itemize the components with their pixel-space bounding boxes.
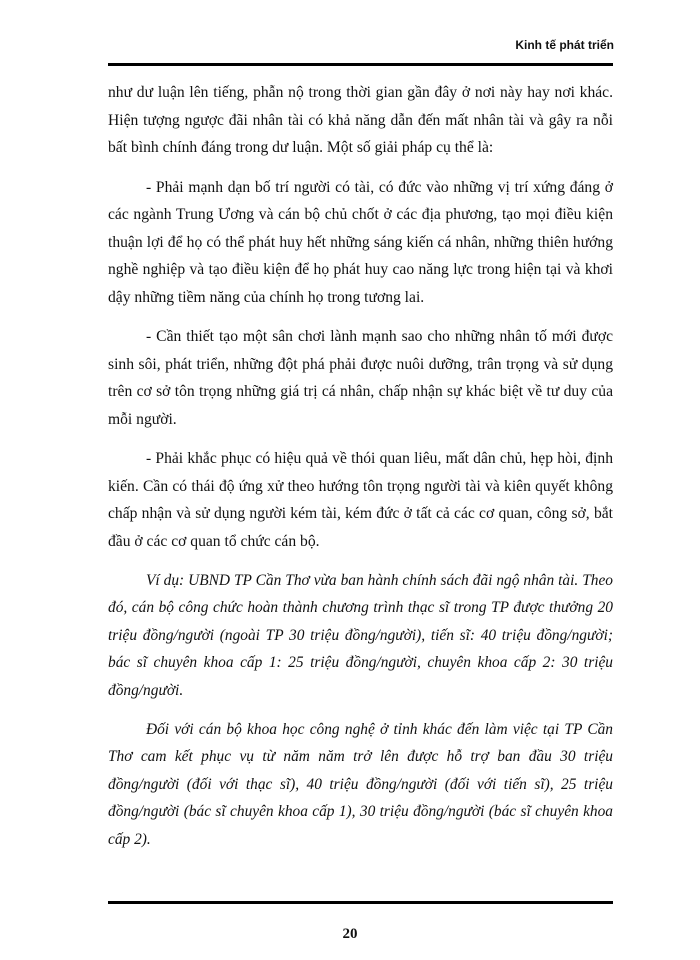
- paragraph-solution-2: - Cần thiết tạo một sân chơi lành mạnh sao cho những nhân tố mới được sinh sôi, phát triển, những đột phá phải được nuôi dưỡng, trân trọng và sử dụng trên cơ sở tôn trọng những giá trị cá nhân, chấp nhận sự khác biệt về tư duy của mỗi người.: [108, 328, 613, 428]
- paragraph-continuation: như dư luận lên tiếng, phẫn nộ trong thời gian gần đây ở nơi này hay nơi khác. Hiện tượng ngược đãi nhân tài có khả năng dẫn đến mất nhân tài và gây ra nỗi bất bình chính đáng trong dư luận. Một số giải pháp cụ thể là:: [108, 84, 613, 156]
- document-body: [108, 79, 613, 853]
- paragraph-example-continued: Đối với cán bộ khoa học công nghệ ở tỉnh khác đến làm việc tại TP Cần Thơ cam kết phục vụ từ năm năm trở lên được hỗ trợ ban đầu 30 triệu đồng/người (đối với thạc sĩ), 40 triệu đồng/người (đối với tiến sĩ), 25 triệu đồng/người (bác sĩ chuyên khoa cấp 1), 30 triệu đồng/người (bác sĩ chuyên khoa cấp 2).: [108, 721, 613, 848]
- header-rule: [108, 63, 613, 66]
- running-header-title: Kinh tế phát triển: [515, 38, 614, 52]
- page-number: 20: [342, 926, 358, 942]
- paragraph-solution-1: - Phải mạnh dạn bố trí người có tài, có đức vào những vị trí xứng đáng ở các ngành Trung Ương và cán bộ chủ chốt ở các địa phương, tạo mọi điều kiện thuận lợi để họ có thể phát huy hết những sáng kiến cá nhân, những thiên hướng nghề nghiệp và tạo điều kiện để họ phát huy cao năng lực trong hiện tại và khơi dậy những tiềm năng của chính họ trong tương lai.: [108, 178, 613, 306]
- paragraph-example: Ví dụ: UBND TP Cần Thơ vừa ban hành chính sách đãi ngộ nhân tài. Theo đó, cán bộ công chức hoàn thành chương trình thạc sĩ trong TP được thưởng 20 triệu đồng/người (ngoài TP 30 triệu đồng/người), tiến sĩ: 40 triệu đồng/người; bác sĩ chuyên khoa cấp 1: 25 triệu đồng/người, chuyên khoa cấp 2: 30 triệu đồng/người.: [108, 572, 613, 699]
- footer-rule: [108, 901, 613, 904]
- paragraph-solution-3: - Phải khắc phục có hiệu quả về thói quan liêu, mất dân chủ, hẹp hòi, định kiến. Cần có thái độ ứng xử theo hướng tôn trọng người tài và kiên quyết không chấp nhận và sử dụng người kém tài, kém đức ở tất cả các cơ quan, công sở, bắt đầu ở các cơ quan tổ chức cán bộ.: [108, 450, 613, 550]
